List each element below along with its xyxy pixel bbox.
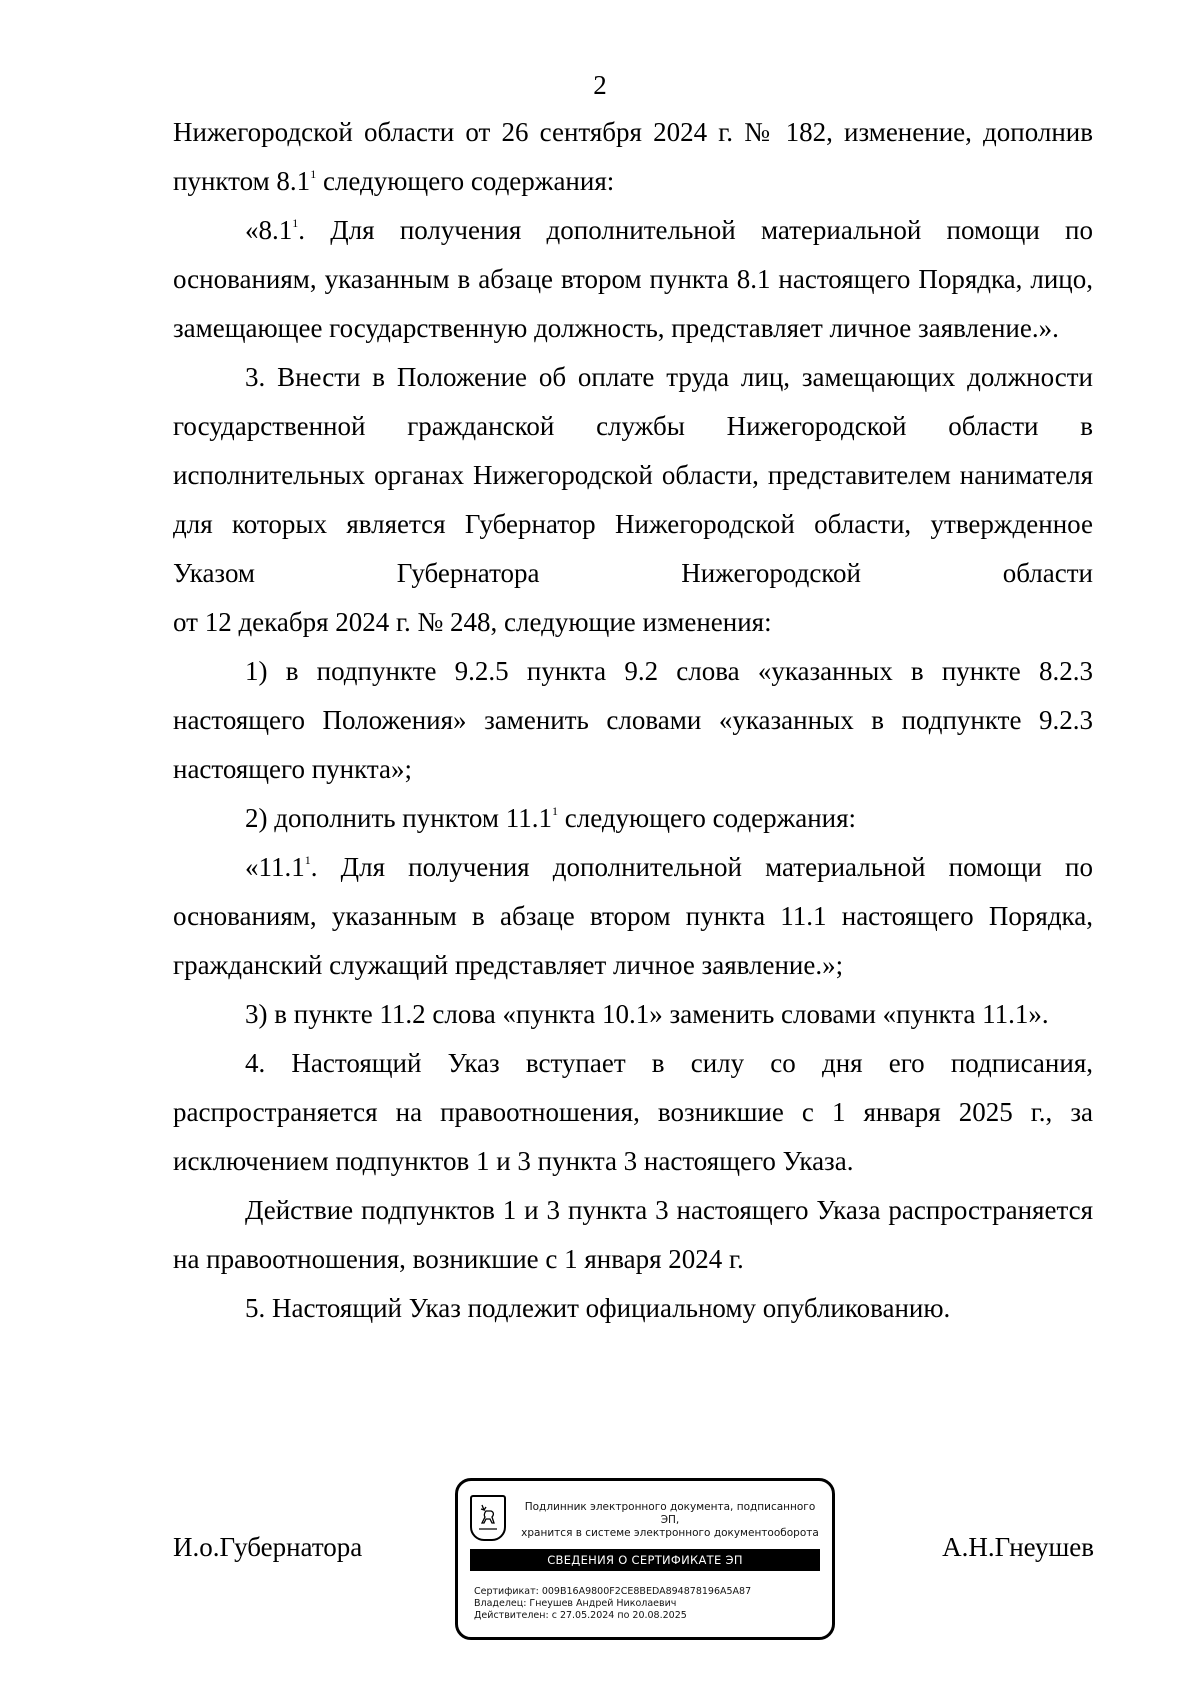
document-body (173, 108, 1093, 1333)
superscript: 1 (310, 167, 317, 181)
paragraph-item-3-continuation (173, 598, 1093, 647)
paragraph-text: от 12 декабря 2024 г. № 248, следующие изменения: (173, 607, 772, 637)
paragraph-text: . Для получения дополнительной материальной помощи по основаниям, указанным в абзаце втором пункта 11.1 настоящего Порядка, гражданский служащий представляет личное заявление.»; (173, 852, 1093, 980)
subitem-3 (173, 990, 1093, 1039)
paragraph-continuation (173, 108, 1093, 206)
certificate-validity: Действителен: с 27.05.2024 по 20.08.2025 (474, 1610, 687, 1621)
paragraph-text: следующего содержания: (316, 166, 615, 196)
paragraph-text: 5. Настоящий Указ подлежит официальному опубликованию. (245, 1293, 951, 1323)
paragraph-item-4 (173, 1039, 1093, 1186)
paragraph-text: 2) дополнить пунктом 11.1 (245, 803, 552, 833)
paragraph-item-3 (173, 353, 1093, 598)
subitem-2 (173, 794, 1093, 843)
paragraph-text: 4. Настоящий Указ вступает в силу со дня его подписания, распространяется на правоотношения, возникшие с 1 января 2025 г., за исключением подпунктов 1 и 3 пункта 3 настоящего Указа. (173, 1048, 1093, 1176)
paragraph-text: 3. Внести в Положение об оплате труда лиц, замещающих должности государственной гражданской службы Нижегородской области в исполнительных органах Нижегородской области, представителем нанимателя для которых является Губернатор Нижегородской области, утвержденное Указом Губернатора Нижегородской области (173, 362, 1093, 588)
stamp-title-bar: СВЕДЕНИЯ О СЕРТИФИКАТЕ ЭП (470, 1549, 820, 1571)
paragraph-text: 3) в пункте 11.2 слова «пункта 10.1» заменить словами «пункта 11.1». (245, 999, 1049, 1029)
electronic-signature-stamp (455, 1478, 835, 1640)
stamp-details (474, 1586, 824, 1622)
stamp-header (514, 1501, 826, 1540)
page-number: 2 (593, 70, 607, 100)
subitem-1 (173, 647, 1093, 794)
signatory-position: И.о.Губернатора (173, 1532, 363, 1562)
clause-number: «11.1 (245, 852, 305, 882)
paragraph-item-5 (173, 1284, 1093, 1333)
superscript: 1 (292, 216, 299, 230)
superscript: 1 (551, 804, 558, 818)
paragraph-text: следующего содержания: (557, 803, 857, 833)
clause-number: «8.1 (245, 215, 293, 245)
paragraph-text: Нижегородской области от 26 сентября 2024 г. № 182, изменение, дополнив пунктом 8.1 (173, 117, 1093, 196)
superscript: 1 (304, 853, 311, 867)
certificate-owner: Владелец: Гнеушев Андрей Николаевич (474, 1598, 677, 1609)
stamp-header-line: хранится в системе электронного документооборота (521, 1527, 819, 1539)
quoted-clause-11-1-1 (173, 843, 1093, 990)
paragraph-text: Действие подпунктов 1 и 3 пункта 3 настоящего Указа распространяется на правоотношения, возникшие с 1 января 2024 г. (173, 1195, 1093, 1274)
paragraph-effect (173, 1186, 1093, 1284)
certificate-id: Сертификат: 009B16A9800F2CE8BEDA894878196A5A87 (474, 1586, 752, 1597)
paragraph-text: 1) в подпункте 9.2.5 пункта 9.2 слова «указанных в пункте 8.2.3 настоящего Положения» заменить словами «указанных в подпункте 9.2.3 настоящего пункта»; (173, 656, 1093, 784)
deer-emblem-icon (470, 1495, 506, 1541)
paragraph-text: . Для получения дополнительной материальной помощи по основаниям, указанным в абзаце втором пункта 8.1 настоящего Порядка, лицо, замещающее государственную должность, представляет личное заявление.». (173, 215, 1093, 343)
stamp-header-line: Подлинник электронного документа, подписанного ЭП, (524, 1501, 816, 1526)
signatory-name: А.Н.Гнеушев (942, 1532, 1094, 1562)
quoted-clause-8-1-1 (173, 206, 1093, 353)
